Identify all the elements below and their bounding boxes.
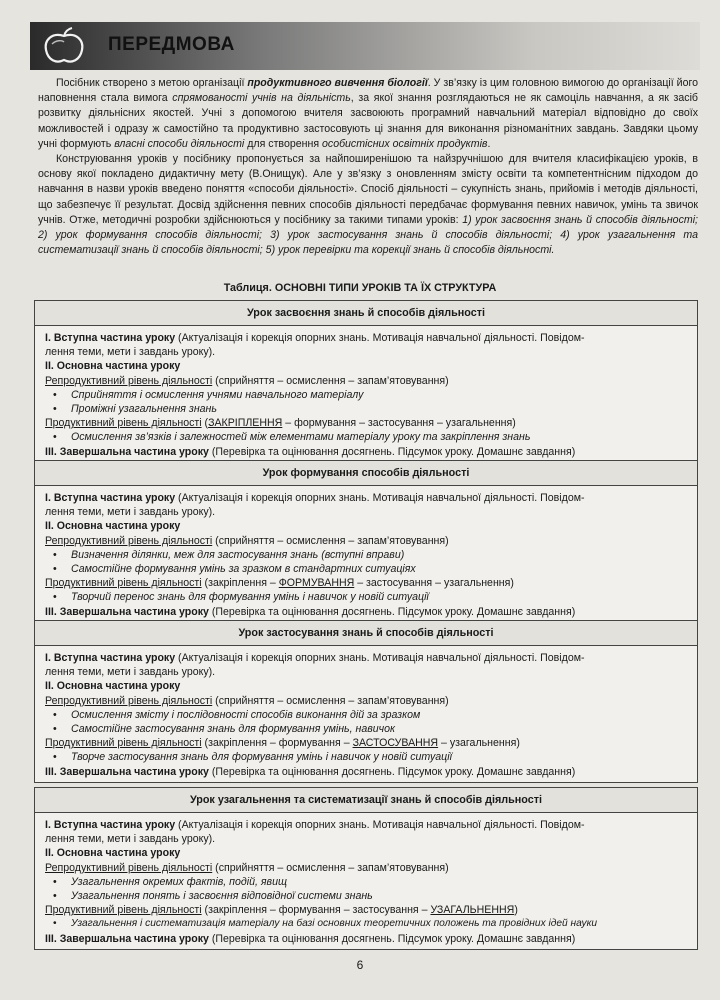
section-body: І. Вступна частина уроку (Актуалізація і корекція опорних знань. Мотивація навчальної діяльності. Повідом- лення теми, мети і завдань уроку). ІІ. Основна частина уроку Репродуктивний рівень діяльності (сприйняття – осмислення – запам’ятовування) • Узагальнення окремих фактів, подій, явищ • Узагальнення понять і засвоєння відповідної системи знань Продуктивний рівень діяльності (закріплення – формування – застосування – УЗАГАЛЬНЕННЯ) • Узагальнення і систематизація матеріалу на базі основних теоретичних положень та провідних ідей науки ІІІ. Завершальна частина уроку (Перевірка та оцінювання досягнень. Підсумок уроку. Домашнє завдання) xyxy=(45,819,598,945)
section-title: Урок формування способів діяльності xyxy=(35,461,697,486)
intro-paragraph-2: Конструювання уроків у посібнику пропонується за найпоширенішою та найзручнішою для вчителя класифікацією уроків, в основу якої покладено дидактичну мету (В.Онищук). Але у зв’язку з оновленням змісту освіти та компетентнісним підходом до навчання в назви уроків введено поняття «способи діяльності». Спосіб діяльності – сукупність знань, прийомів і методів діяльності, що забезпечує її результат. Досвід здійснення певних способів діяльності передбачає формування певних навичок, умінь та звичок учнів. Отже, методичні розробки здійснюються у посібнику за такими типами уроків: 1) урок засвоєння знань й способів діяльності; 2) урок формування способів діяльності; 3) урок застосування знань й способів діяльності; 4) урок узагальнення та систематизації знань й способів діяльності; 5) урок перевірки та корекції знань й способів діяльності. xyxy=(38,153,698,257)
intro-paragraph-1: Посібник створено з метою організації продуктивного вивчення біології. У зв’язку із цим головною вимогою до організації його наповнення стала вимога спрямованості учнів на діяльність, за якої знання розглядаються не як самоціль навчання, а як засіб розвитку діяльнісних якостей. Учні з допомогою вчителя засвоюють програмний навчальний матеріал відповідно до своїх можливостей і одразу ж самостійно та продуктивно застосовують ці знання для виконання різноманітних завдань. Завдяки цьому учні формують власні способи діяльності для створення особистісних освітніх продуктів. xyxy=(38,77,699,150)
page-number: 6 xyxy=(356,958,364,972)
table-title: Таблиця. ОСНОВНІ ТИПИ УРОКІВ ТА ЇХ СТРУКТУРА xyxy=(223,282,497,294)
section-body: І. Вступна частина уроку (Актуалізація і корекція опорних знань. Мотивація навчальної діяльності. Повідом- лення теми, мети і завдань уроку). ІІ. Основна частина уроку Репродуктивний рівень діяльності (сприйняття – осмислення – запам’ятовування) • Визначення ділянки, меж для застосування знань (вступні вправи) • Самостійне формування умінь за зразком в стандартних ситуаціях Продуктивний рівень діяльності (закріплення – ФОРМУВАННЯ – застосування – узагальнення) • Творчий перенос знань для формування умінь і навичок у новій ситуації ІІІ. Завершальна частина уроку (Перевірка та оцінювання досягнень. Підсумок уроку. Домашнє завдання) xyxy=(45,492,585,618)
lesson-type-section xyxy=(34,787,698,950)
lesson-type-section xyxy=(34,620,698,783)
section-body: І. Вступна частина уроку (Актуалізація і корекція опорних знань. Мотивація навчальної діяльності. Повідом- лення теми, мети і завдань уроку). ІІ. Основна частина уроку Репродуктивний рівень діяльності (сприйняття – осмислення – запам’ятовування) • Сприйняття і осмислення учнями навчального матеріалу • Проміжні узагальнення знань Продуктивний рівень діяльності (ЗАКРІПЛЕННЯ – формування – застосування – узагальнення) • Осмислення зв’язків і залежностей між елементами матеріалу уроку та закріплення знань ІІІ. Завершальна частина уроку (Перевірка та оцінювання досягнень. Підсумок уроку. Домашнє завдання) xyxy=(45,332,585,458)
apple-logo-icon xyxy=(38,26,90,66)
header-banner xyxy=(30,22,700,70)
lesson-type-section xyxy=(34,300,698,463)
page-title: ПЕРЕДМОВА xyxy=(108,34,235,55)
section-body: І. Вступна частина уроку (Актуалізація і корекція опорних знань. Мотивація навчальної діяльності. Повідом- лення теми, мети і завдань уроку). ІІ. Основна частина уроку Репродуктивний рівень діяльності (сприйняття – осмислення – запам’ятовування) • Осмислення змісту і послідовності способів виконання дій за зразком • Самостійне застосування знань для формування умінь, навичок Продуктивний рівень діяльності (закріплення – формування – ЗАСТОСУВАННЯ – узагальнення) • Творче застосування знань для формування умінь і навичок у новій ситуації ІІІ. Завершальна частина уроку (Перевірка та оцінювання досягнень. Підсумок уроку. Домашнє завдання) xyxy=(45,652,585,778)
section-title: Урок засвоєння знань й способів діяльності xyxy=(35,301,697,326)
section-title: Урок узагальнення та систематизації знань й способів діяльності xyxy=(35,788,697,813)
lesson-type-section xyxy=(34,460,698,623)
section-title: Урок застосування знань й способів діяльності xyxy=(35,621,697,646)
intro-text xyxy=(38,76,698,258)
